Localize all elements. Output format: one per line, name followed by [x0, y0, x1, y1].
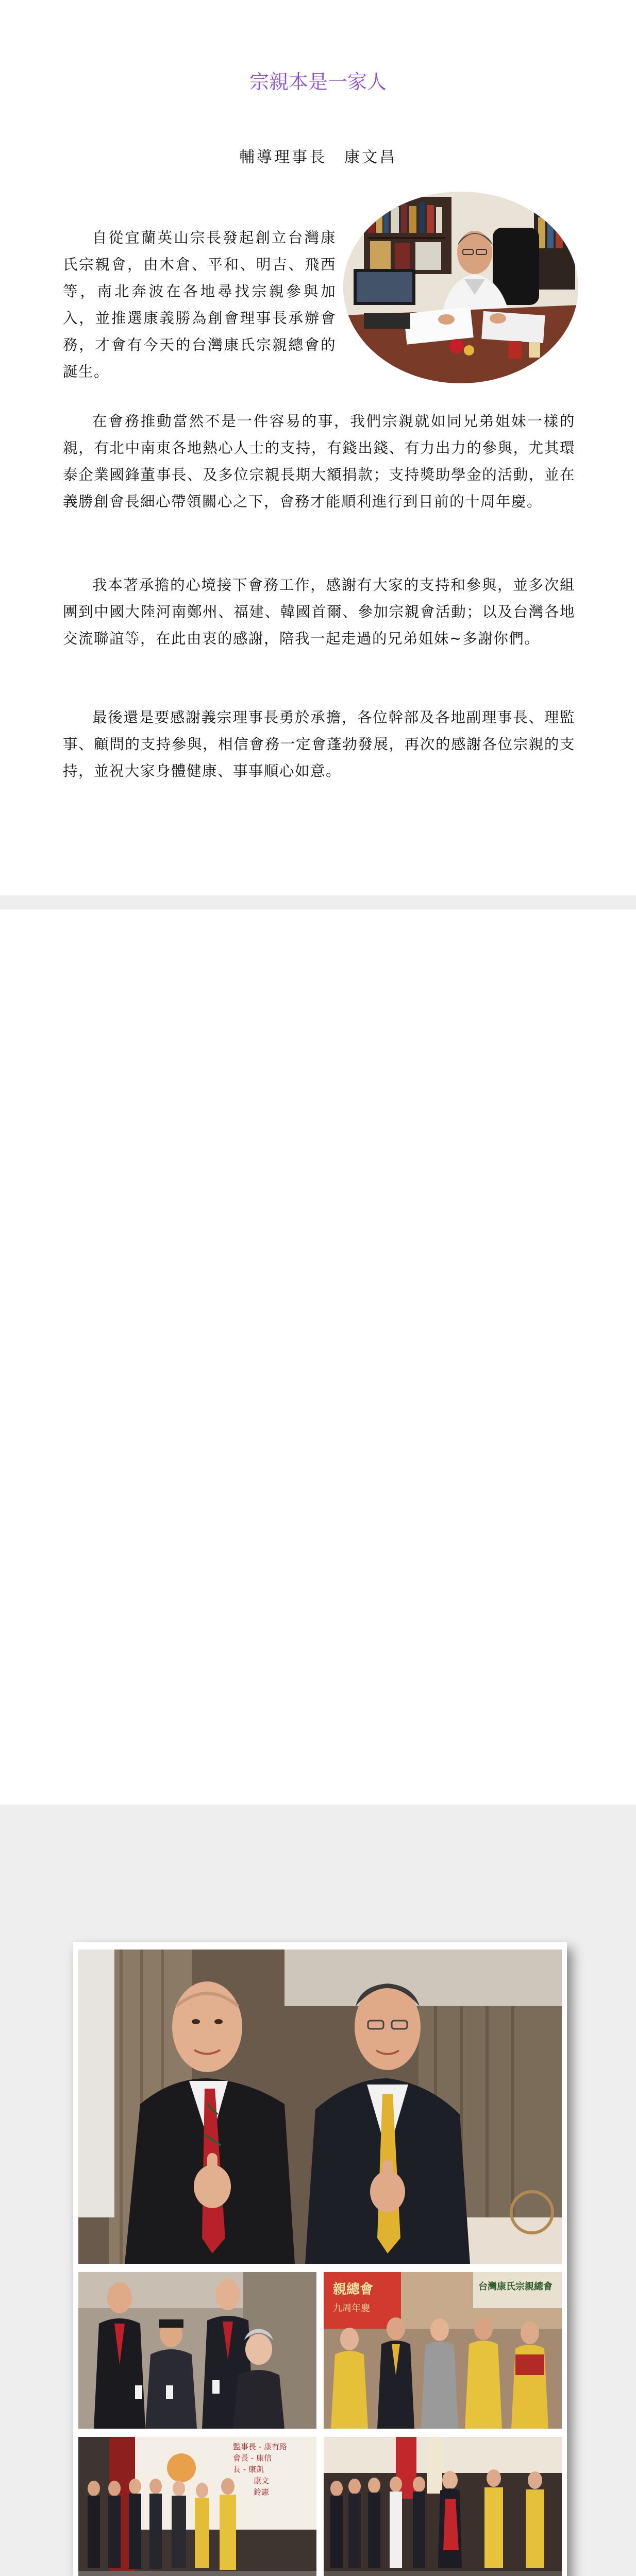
banner-line-5: 鈴憲 — [254, 2487, 270, 2497]
group-photo-yellow-vests — [324, 2272, 562, 2429]
banner-left-text: 親總會 — [333, 2282, 374, 2297]
banner-line-3: 長 - 康凱 — [233, 2465, 264, 2474]
banner-line-1: 監事長 - 康有路 — [233, 2442, 287, 2451]
banner-line-2: 會長 - 康信 — [233, 2453, 272, 2463]
group-photo-stage-right — [324, 2437, 562, 2576]
paragraph-2: 在會務推動當然不是一件容易的事，我們宗親就如同兄弟姐妹一樣的親，有北中南東各地熱心人士的支持，有錢出錢、有力出力的參與，尤其環泰企業國鋒董事長、及多位宗親長期大額捐款；支持獎助學金的活動，並在義勝創會長細心帶領關心之下，會務才能順利進行到目前的十周年慶。 — [63, 413, 575, 510]
paragraph-3: 我本著承擔的心境接下會務工作，感謝有大家的支持和參與，並多次組團到中國大陸河南鄭州、福建、韓國首爾、參加宗親會活動；以及台灣各地交流聯誼等，在此由衷的感謝，陪我一起走過的兄弟姐妹~多謝你們。 — [63, 577, 575, 647]
group-photo-stage-left — [78, 2437, 316, 2576]
photo-collage — [73, 1942, 567, 2576]
banner-line-4: 康文 — [254, 2476, 270, 2485]
document-page-1 — [0, 0, 636, 895]
banner-left-subtext: 九周年慶 — [333, 2303, 370, 2314]
article-title: 宗親本是一家人 — [249, 71, 387, 93]
author-portrait-photo — [343, 192, 578, 383]
author-name: 康文昌 — [344, 148, 397, 166]
author-line — [0, 144, 636, 167]
paragraph-1: 自從宜蘭英山宗長發起創立台灣康氏宗親會，由木倉、平和、明吉、飛西等，南北奔波在各地尋找宗親參與加入，並推選康義勝為創會理事長承辦會務，才會有今天的台灣康氏宗親總會的誕生。 — [63, 229, 336, 380]
author-role: 輔導理事長 — [239, 148, 327, 166]
main-photo-thumbs-up — [78, 1950, 562, 2264]
paragraph-4: 最後還是要感謝義宗理事長勇於承擔，各位幹部及各地副理事長、理監事、顧問的支持參與，相信會務一定會蓬勃發展，再次的感謝各位宗親的支持，並祝大家身體健康、事事順心如意。 — [63, 709, 575, 779]
document-page-2 — [0, 909, 636, 2497]
group-photo-toast — [78, 2272, 316, 2429]
banner-right-text: 台灣康氏宗親總會 — [478, 2281, 553, 2292]
